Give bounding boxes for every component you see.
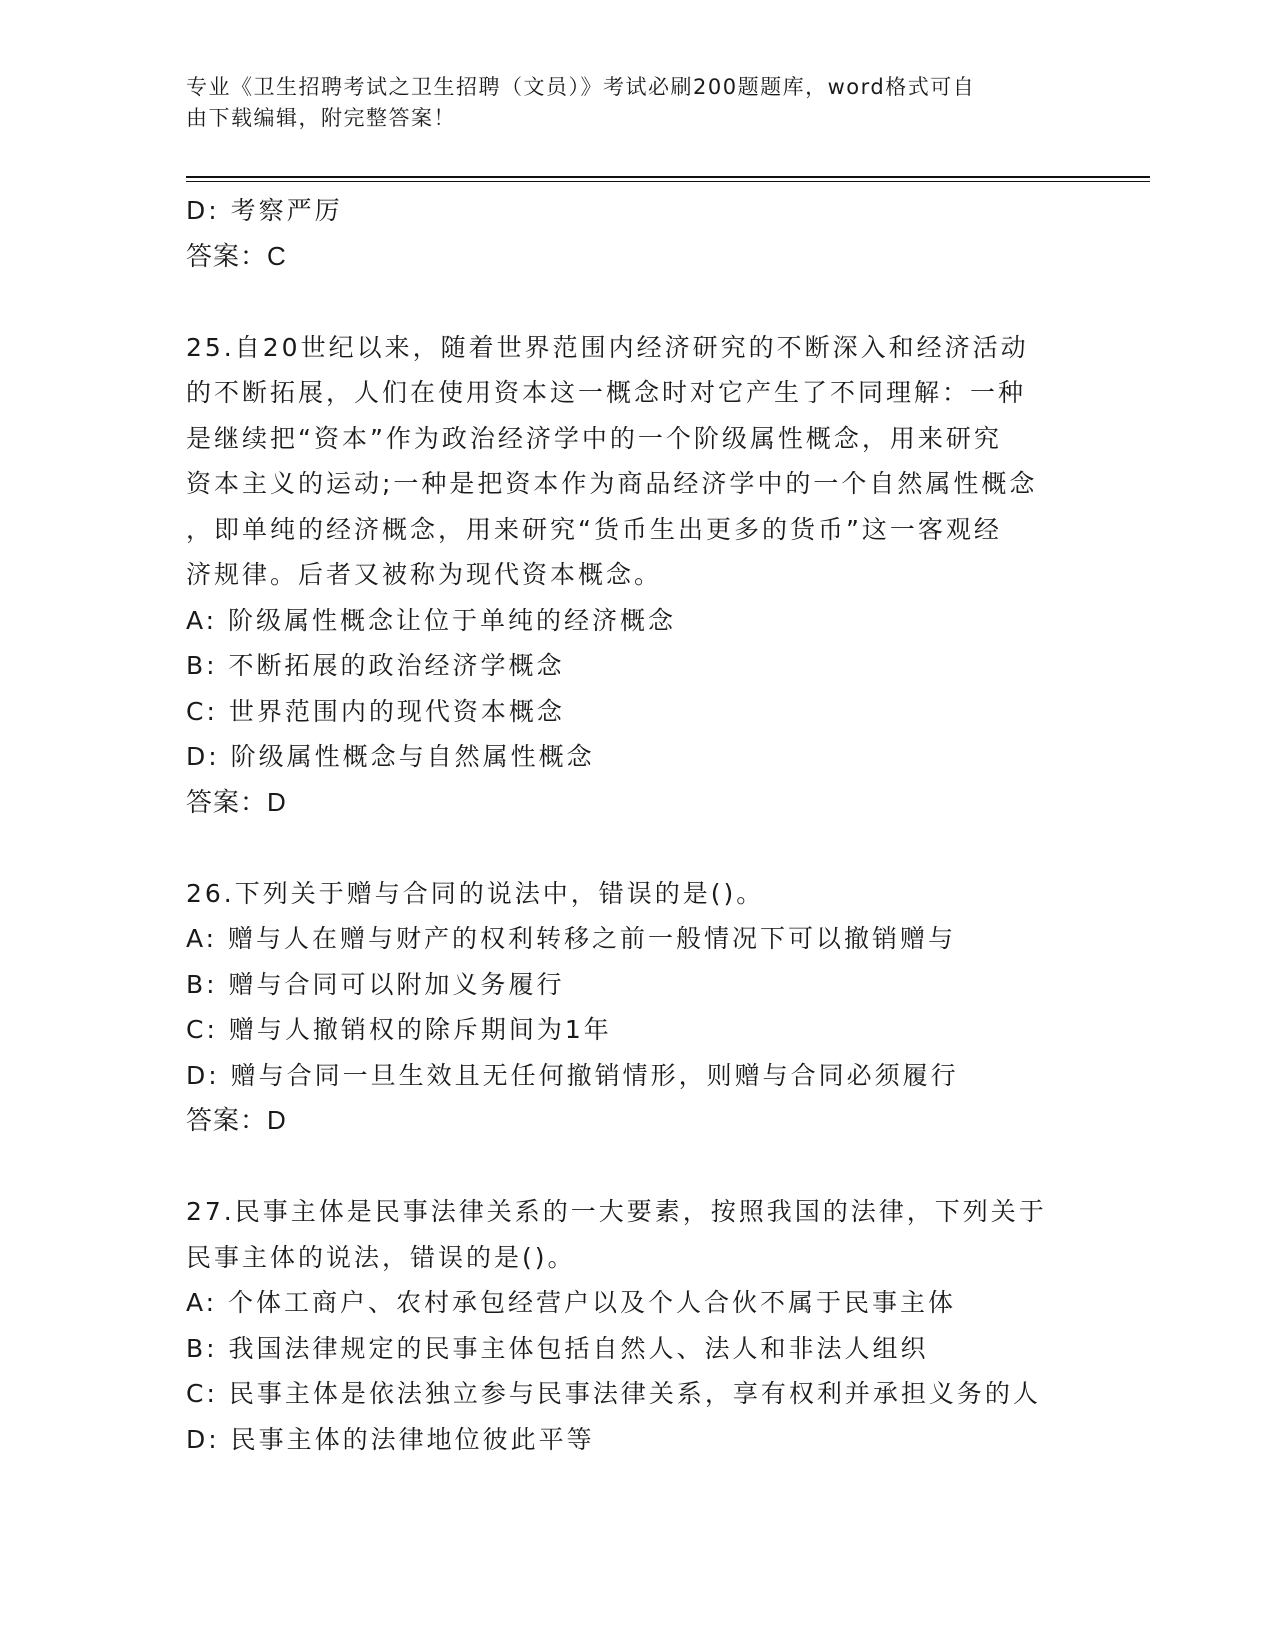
page-header: [186, 72, 1066, 134]
option-c: C: 世界范围内的现代资本概念: [186, 696, 565, 726]
question-27: [186, 1189, 1086, 1462]
question-stem-line: 济规律。后者又被称为现代资本概念。: [186, 560, 663, 589]
spacer: [186, 1144, 1086, 1190]
option-d: D: 赠与合同一旦生效且无任何撤销情形，则赠与合同必须履行: [186, 1060, 959, 1090]
question-stem-line: 民事主体的说法，错误的是()。: [186, 1242, 576, 1272]
option-c: C: 赠与人撤销权的除斥期间为1年: [186, 1015, 612, 1044]
spacer: [186, 825, 1086, 871]
carryover-answer: 答案：C: [186, 240, 287, 271]
option-d: D: 阶级属性概念与自然属性概念: [186, 742, 595, 771]
option-a: A: 个体工商户、农村承包经营户以及个人合伙不属于民事主体: [186, 1288, 957, 1317]
question-stem-line: 25.自20世纪以来，随着世界范围内经济研究的不断深入和经济活动: [186, 332, 1029, 362]
header-rule-thin: [186, 181, 1150, 182]
option-a: A: 阶级属性概念让位于单纯的经济概念: [186, 605, 677, 635]
header-line-1: 专业《卫生招聘考试之卫生招聘（文员）》考试必刷200题题库，word格式可自: [186, 75, 976, 99]
option-d: D: 民事主体的法律地位彼此平等: [186, 1424, 595, 1454]
option-a: A: 赠与人在赠与财产的权利转移之前一般情况下可以撤销赠与: [186, 924, 957, 953]
question-25: [186, 325, 1086, 826]
answer-label: 答案：D: [186, 1105, 287, 1135]
option-b: B: 不断拓展的政治经济学概念: [186, 651, 565, 680]
question-stem-line: 27.民事主体是民事法律关系的一大要素，按照我国的法律，下列关于: [186, 1197, 1047, 1226]
answer-label: 答案：D: [186, 786, 287, 817]
option-c: C: 民事主体是依法独立参与民事法律关系，享有权利并承担义务的人: [186, 1379, 1041, 1408]
question-stem-line: 的不断拓展，人们在使用资本这一概念时对它产生了不同理解：一种: [186, 378, 1027, 407]
option-b: B: 我国法律规定的民事主体包括自然人、法人和非法人组织: [186, 1333, 929, 1363]
question-stem-line: 26.下列关于赠与合同的说法中，错误的是()。: [186, 878, 765, 908]
carryover-option-d: D: 考察严厉: [186, 196, 343, 225]
question-stem-line: 是继续把“资本”作为政治经济学中的一个阶级属性概念，用来研究: [186, 423, 1002, 453]
document-body: [186, 188, 1086, 1462]
header-rule-thick: [186, 176, 1150, 178]
spacer: [186, 279, 1086, 325]
question-26: [186, 871, 1086, 1144]
question-stem-line: 资本主义的运动;一种是把资本作为商品经济学中的一个自然属性概念: [186, 469, 1038, 498]
option-b: B: 赠与合同可以附加义务履行: [186, 969, 565, 999]
header-line-2: 由下载编辑，附完整答案！: [186, 106, 456, 130]
question-stem-line: ，即单纯的经济概念，用来研究“货币生出更多的货币”这一客观经: [186, 514, 1002, 544]
